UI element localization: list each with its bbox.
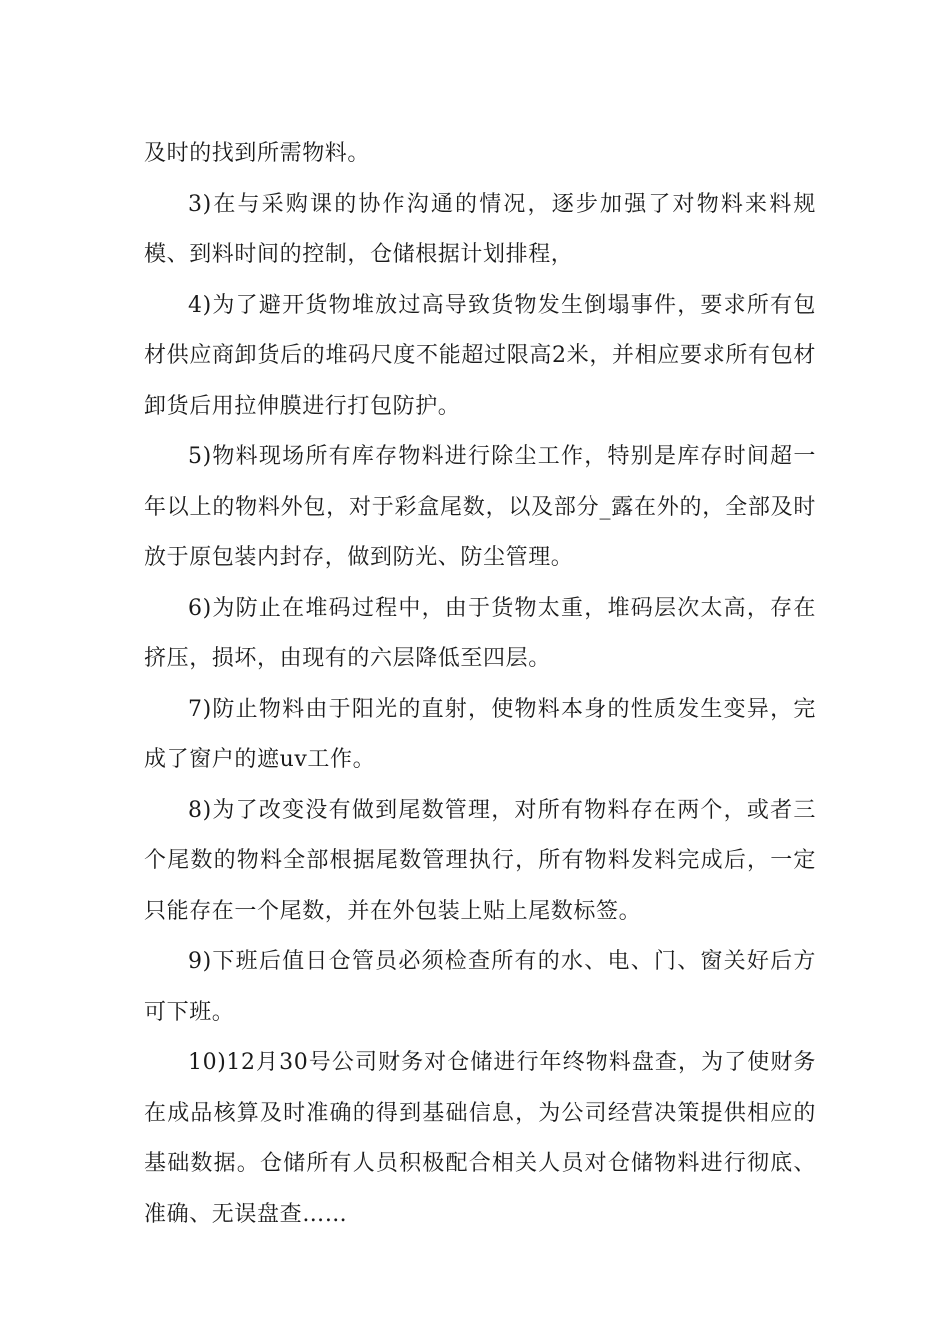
paragraph-continuation: 及时的找到所需物料。 — [144, 141, 371, 166]
paragraph-item-7: 7)防止物料由于阳光的直射，使物料本身的性质发生变异，完成了窗户的遮uv工作。 — [144, 696, 816, 772]
paragraph-item-6: 6)为防止在堆码过程中，由于货物太重，堆码层次太高，存在挤压，损坏，由现有的六层降低至四层。 — [144, 595, 816, 671]
paragraph-item-8: 8)为了改变没有做到尾数管理，对所有物料存在两个，或者三个尾数的物料全部根据尾数管理执行，所有物料发料完成后，一定只能存在一个尾数，并在外包装上贴上尾数标签。 — [144, 797, 816, 924]
paragraph-item-3: 3)在与采购课的协作沟通的情况，逐步加强了对物料来料规模、到料时间的控制，仓储根据计划排程， — [144, 191, 816, 267]
body-text — [144, 129, 816, 1240]
paragraph-item-9: 9)下班后值日仓管员必须检查所有的水、电、门、窗关好后方可下班。 — [144, 949, 816, 1025]
paragraph-item-4: 4)为了避开货物堆放过高导致货物发生倒塌事件，要求所有包材供应商卸货后的堆码尺度不能超过限高2米，并相应要求所有包材卸货后用拉伸膜进行打包防护。 — [144, 292, 816, 419]
paragraph-item-5: 5)物料现场所有库存物料进行除尘工作，特别是库存时间超一年以上的物料外包，对于彩盒尾数，以及部分_露在外的，全部及时放于原包装内封存，做到防光、防尘管理。 — [144, 444, 816, 570]
paragraph-item-10: 10)12月30号公司财务对仓储进行年终物料盘查，为了使财务在成品核算及时准确的得到基础信息，为公司经营决策提供相应的基础数据。仓储所有人员积极配合相关人员对仓储物料进行彻底、准确、无误盘查…… — [144, 1050, 816, 1227]
